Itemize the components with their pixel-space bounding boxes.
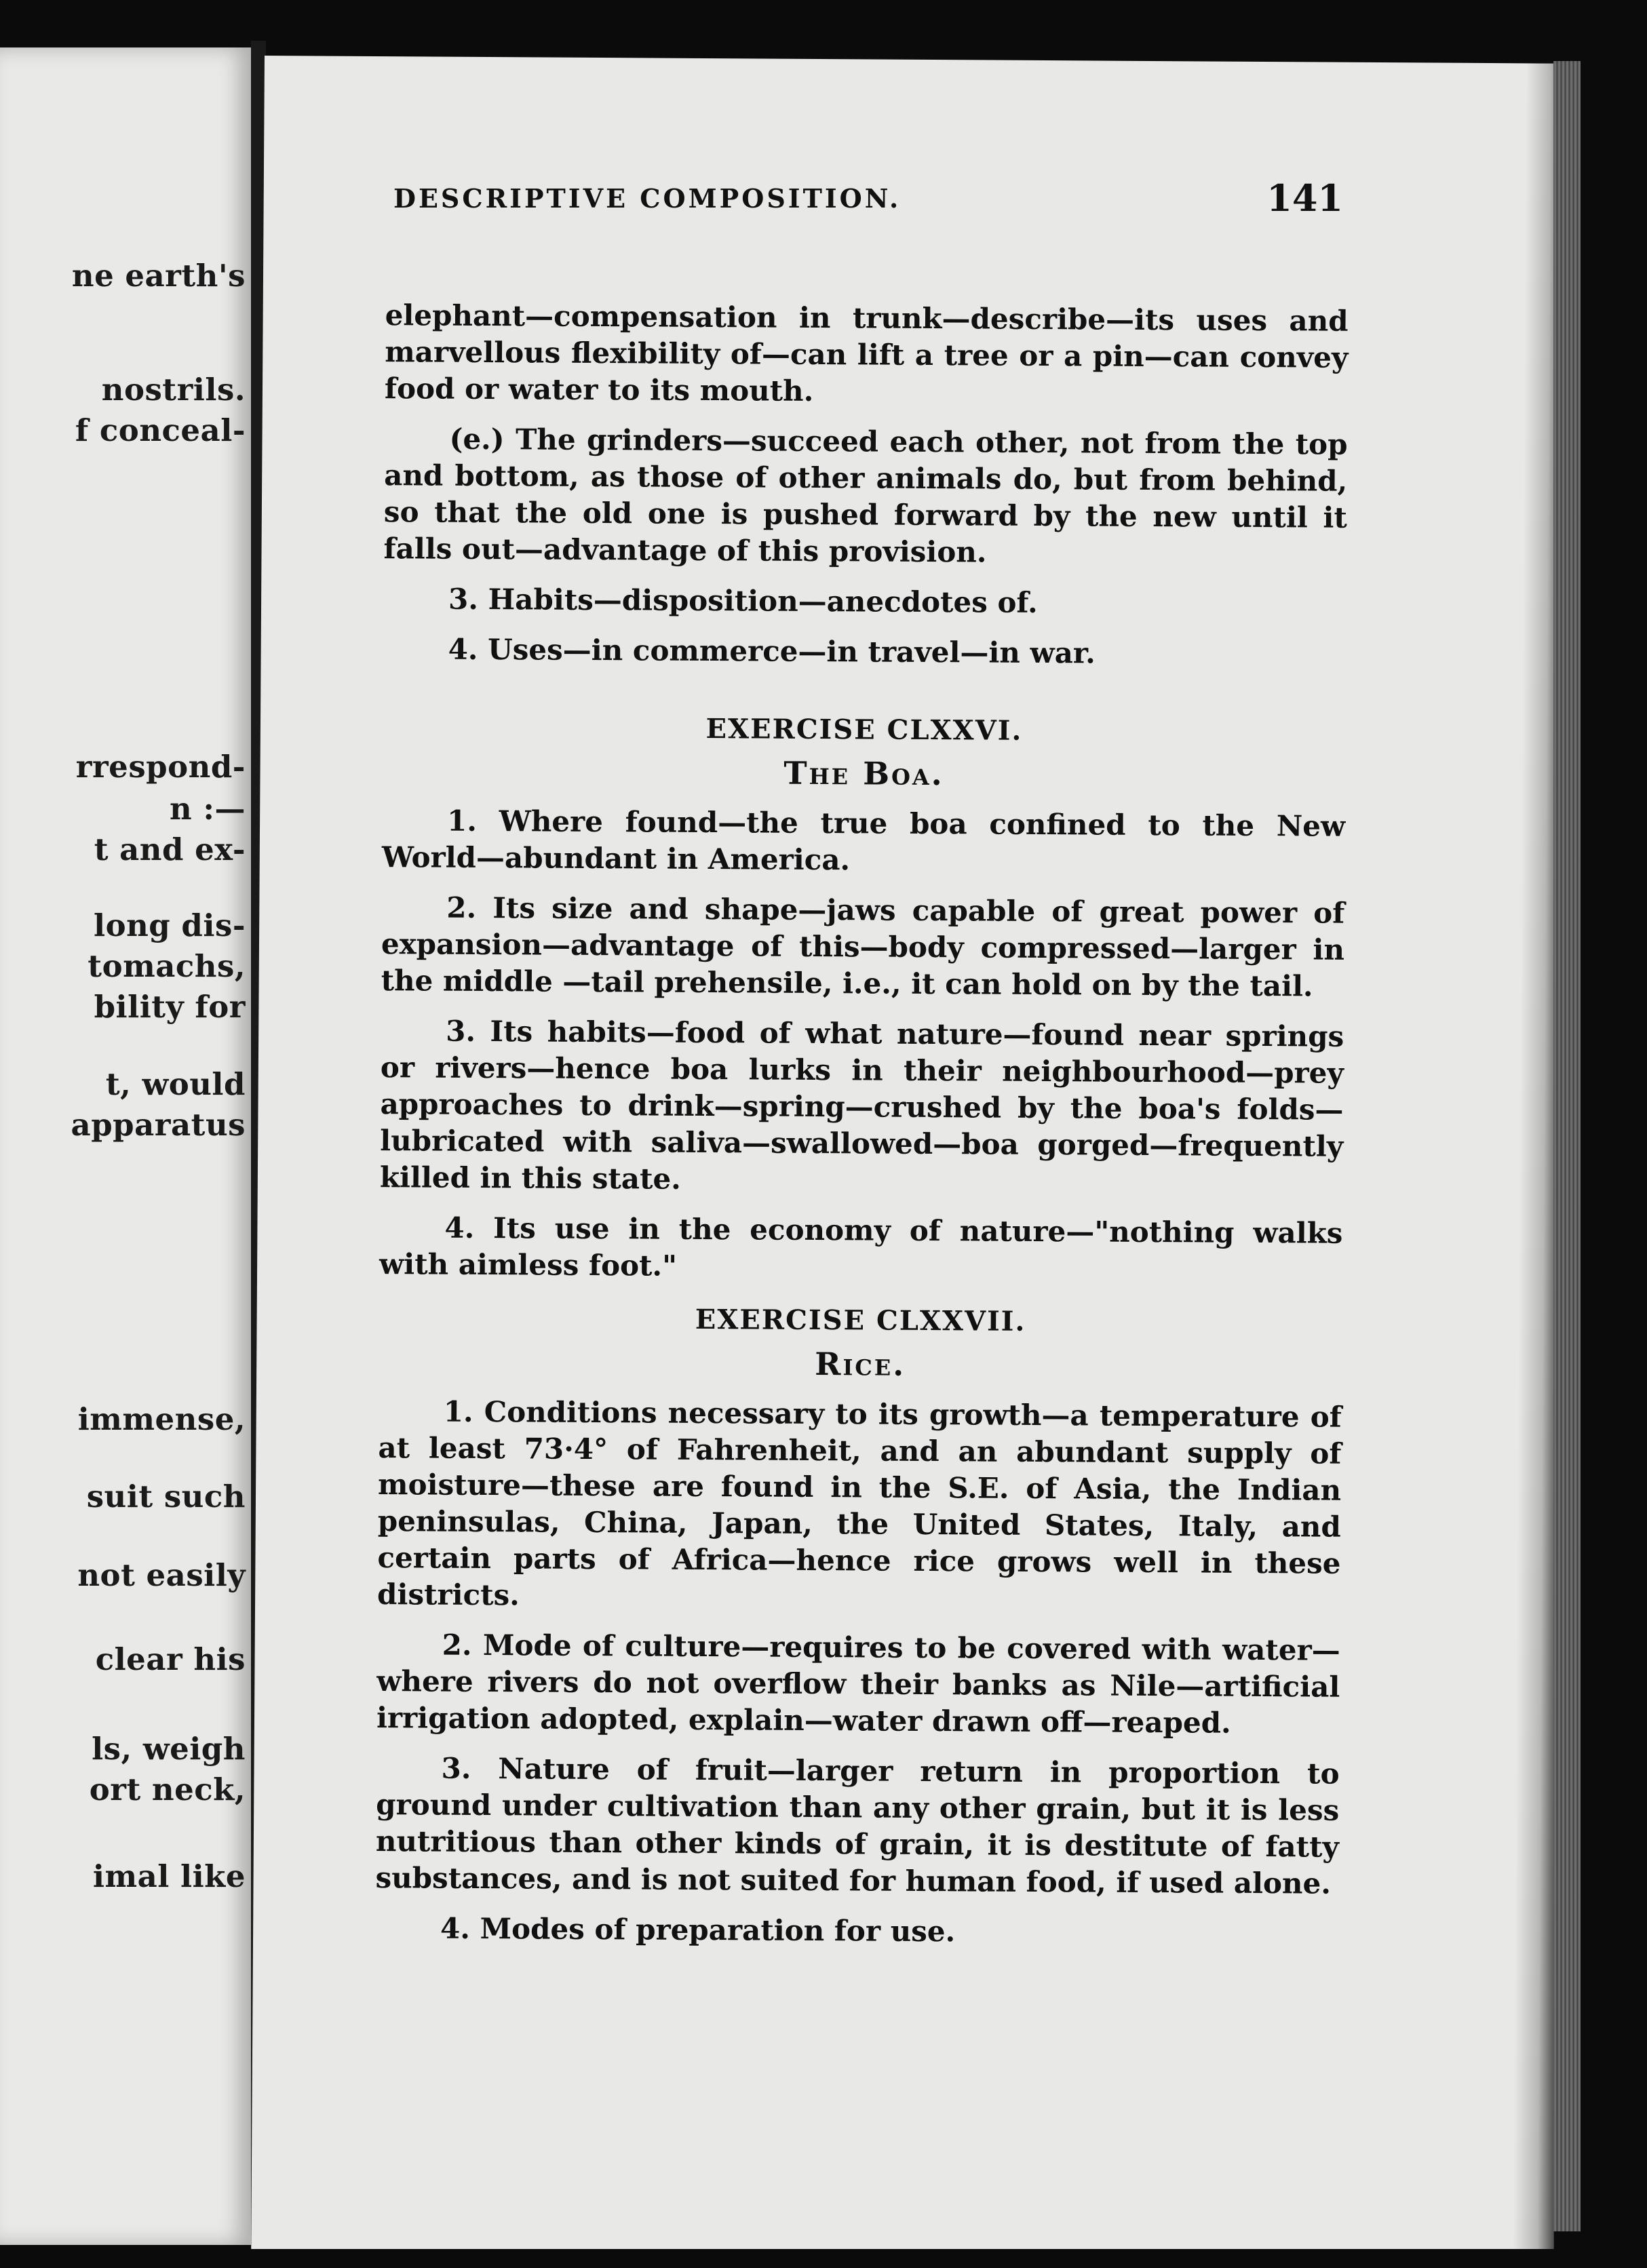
paragraph-habits: 3. Habits—disposition—anecdotes of. xyxy=(448,582,1038,619)
paragraph-grinders: (e.) The grinders—succeed each other, not from the top and bottom, as those of other animals do, but from behind, so that the old one is pushed forward by the new until it falls out—advantage of this provision. xyxy=(383,422,1348,569)
previous-page-line: n :— xyxy=(170,791,246,827)
previous-page-line: suit such xyxy=(86,1479,246,1514)
rice-point-1: 1. Conditions necessary to its growth—a temperature of at least 73·4° of Fahrenheit, and an abundant supply of moisture—these are found in the S.E. of Asia, the Indian peninsulas, China, Japan, the United States, Italy, and certain parts of Africa—hence rice grows well in these districts. xyxy=(376,1394,1342,1612)
exercise-176-title: The Boa. xyxy=(783,754,944,793)
page-body xyxy=(375,297,1349,1966)
previous-page-line: t and ex- xyxy=(94,832,246,867)
previous-page-line: ne earth's xyxy=(71,258,246,294)
paragraph-elephant-trunk: elephant—compensation in trunk—describe—its uses and marvellous flexibility of—can lift a tree or a pin—can convey food or water to its mouth. xyxy=(384,298,1349,408)
previous-page-line: long dis- xyxy=(93,907,246,943)
rice-point-4: 4. Modes of preparation for use. xyxy=(440,1911,956,1949)
previous-page-line: ort neck, xyxy=(89,1772,246,1807)
book-page xyxy=(251,56,1567,2268)
boa-point-1: 1. Where found—the true boa confined to the New World—abundant in America. xyxy=(381,804,1346,877)
previous-page-line: ls, weigh xyxy=(92,1731,246,1767)
boa-point-4: 4. Its use in the economy of nature—"nothing walks with aimless foot." xyxy=(379,1211,1343,1283)
previous-page-line: imal like xyxy=(92,1858,246,1894)
previous-page-line: rrespond- xyxy=(75,749,246,785)
previous-page-line: f conceal- xyxy=(75,412,246,448)
previous-page-line: nostrils. xyxy=(101,372,246,408)
boa-point-2: 2. Its size and shape—jaws capable of great power of expansion—advantage of this—body compressed—larger in the middle —tail prehensile, i.e., it can hold on by the tail. xyxy=(381,891,1345,1003)
previous-page-line: bility for xyxy=(94,989,246,1025)
running-head xyxy=(393,176,1343,231)
page-number: 141 xyxy=(1266,176,1343,220)
previous-page-line: tomachs, xyxy=(88,948,246,984)
previous-page-line: apparatus xyxy=(71,1107,246,1143)
page-fore-edge xyxy=(1553,61,1581,2231)
boa-point-3: 3. Its habits—food of what nature—found near springs or rivers—hence boa lurks in their neighbourhood—prey approaches to drink—spring—crushed by the boa's folds—lubricated with saliva—swallowed—boa gorged—frequently killed in this state. xyxy=(379,1014,1344,1196)
running-title: DESCRIPTIVE COMPOSITION. xyxy=(393,183,902,214)
previous-page-line: t, would xyxy=(105,1066,246,1102)
exercise-177-title: Rice. xyxy=(815,1345,906,1383)
previous-page-fragment xyxy=(0,47,251,2245)
previous-page-line: immense, xyxy=(77,1401,246,1437)
scan-border xyxy=(0,2249,1647,2268)
previous-page-line: clear his xyxy=(95,1641,246,1677)
exercise-176-heading: EXERCISE CLXXVI. xyxy=(705,712,1023,747)
exercise-177-heading: EXERCISE CLXXVII. xyxy=(695,1303,1026,1337)
previous-page-line: not easily xyxy=(77,1557,246,1593)
paragraph-uses: 4. Uses—in commerce—in travel—in war. xyxy=(448,632,1096,670)
rice-point-3: 3. Nature of fruit—larger return in proportion to ground under cultivation than any other grain, but it is less nutritious than other kinds of grain, it is destitute of fatty substances, and is not suited for human food, if used alone. xyxy=(375,1751,1340,1900)
rice-point-2: 2. Mode of culture—requires to be covered with water—where rivers do not overflow their banks as Nile—artificial irrigation adopted, explain—water drawn off—reaped. xyxy=(376,1628,1340,1740)
